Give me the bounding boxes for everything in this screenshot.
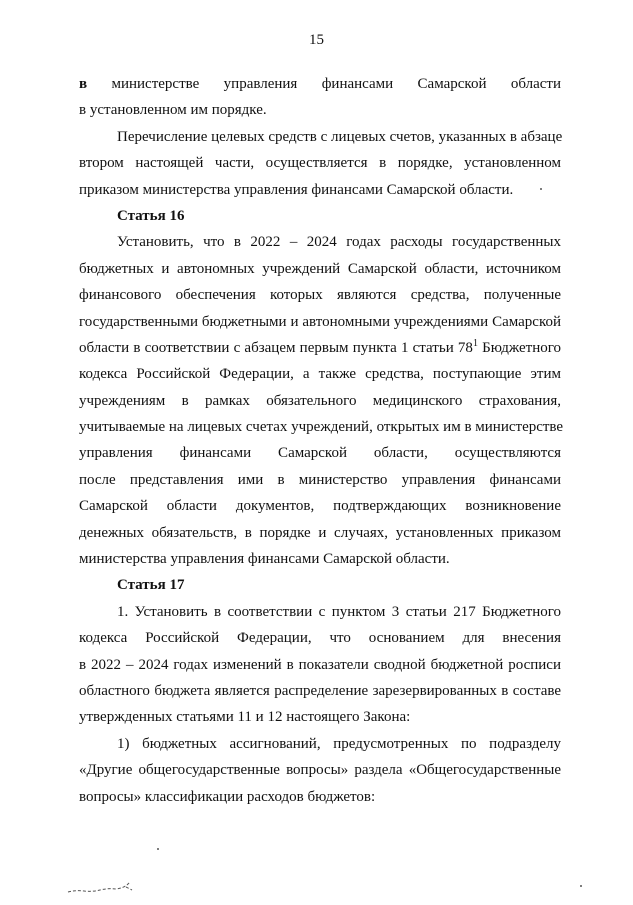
text-line: государственными бюджетными и автономными учреждениями Самарской	[79, 313, 561, 330]
text-line: приказом министерства управления финансами Самарской области.	[79, 181, 514, 198]
text-line: после представления ими в министерство управления финансами	[79, 471, 561, 488]
text-line: «Другие общегосударственные вопросы» раздела «Общегосударственные	[79, 762, 561, 779]
text-line: финансового обеспечения которых являются средства, полученные	[79, 287, 561, 304]
text-line: втором настоящей части, осуществляется в порядке, установленном	[79, 155, 561, 172]
text-line: министерства управления финансами Самарской области.	[79, 551, 450, 568]
text-line: в установленном им порядке.	[79, 102, 267, 119]
text-line: денежных обязательств, в порядке и случаях, установленных приказом	[79, 524, 561, 541]
text-line: управления финансами Самарской области, осуществляются	[79, 445, 561, 462]
scan-mark	[66, 878, 146, 898]
article-heading: Статья 17	[117, 577, 185, 594]
text-line: 1. Установить в соответствии с пунктом 3 статьи 217 Бюджетного	[117, 603, 561, 620]
text-line: утвержденных статьями 11 и 12 настоящего Закона:	[79, 709, 411, 726]
scan-speck	[157, 848, 159, 850]
text-line: кодекса Российской Федерации, а также средства, поступающие этим	[79, 366, 561, 383]
text-line: бюджетных и автономных учреждений Самарской области, источником	[79, 260, 561, 277]
text-line: учреждениям в рамках обязательного медицинского страхования,	[79, 392, 561, 409]
text-line: области в соответствии с абзацем первым пункта 1 статьи $78^1$ Бюджетного	[79, 337, 562, 356]
page-number: 15	[309, 32, 324, 48]
text-line: вопросы» классификации расходов бюджетов:	[79, 788, 376, 805]
text-line: 1) бюджетных ассигнований, предусмотренных по подразделу	[117, 735, 561, 752]
scan-speck	[540, 188, 542, 190]
text-line: Перечисление целевых средств с лицевых счетов, указанных в абзаце	[117, 128, 563, 145]
text-line: в 2022 – 2024 годах изменений в показатели сводной бюджетной росписи	[79, 656, 561, 673]
scan-speck	[580, 885, 582, 887]
text-line: Самарской области документов, подтверждающих возникновение	[79, 498, 561, 515]
text-line: кодекса Российской Федерации, что основанием для внесения	[79, 630, 561, 647]
text-line: Установить, что в 2022 – 2024 годах расходы государственных	[117, 234, 561, 251]
text-line: областного бюджета является распределение зарезервированных в составе	[79, 682, 561, 699]
document-body	[79, 71, 564, 810]
article-heading: Статья 16	[117, 207, 185, 224]
text-line: учитываемые на лицевых счетах учреждений, открытых им в министерстве	[79, 419, 564, 436]
text-line: в министерстве управления финансами Самарской области	[79, 76, 561, 92]
